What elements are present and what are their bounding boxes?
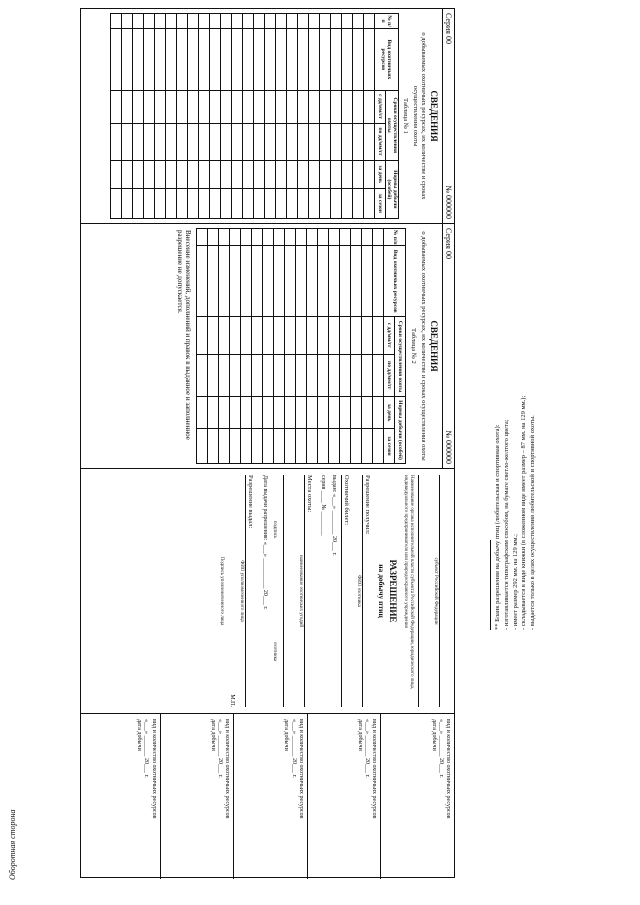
places-line[interactable]: Места охоты: — [304, 475, 313, 707]
hunter-caption: охотника — [271, 641, 277, 662]
col-normy: Нормы добычи (особей) — [385, 160, 398, 218]
col-po: по дд/мм/гг — [374, 123, 385, 160]
svedenia-title: СВЕДЕНИЯ — [429, 320, 439, 372]
coupon-date-label: дата добычи — [357, 719, 364, 751]
ticket-line[interactable]: Охотничий билет: — [341, 475, 350, 707]
col-za-sezon: за сезон — [374, 188, 385, 218]
table-number: Таблица № 1 — [402, 98, 410, 134]
org-caption: Наименование органа исполнительной власти субъекта Российской Федерации, юридического лица, индивидуального предпринимателя или природоохранного учреждения — [403, 475, 414, 690]
table-row — [352, 14, 363, 219]
issued-by-line[interactable]: Разрешение выдал: — [245, 475, 254, 707]
coupon-vid: вид и количество охотничьих ресурсов — [371, 719, 378, 819]
footnote: - складывается в виде книжки (в сложенном виде имеет размер – 87 мм. на 129 мм.); — [520, 395, 528, 630]
col-vid: Вид охотничьих ресурсов — [374, 29, 398, 91]
table-row — [285, 229, 296, 464]
coupon[interactable] — [307, 714, 381, 879]
panel-coupons — [81, 714, 454, 879]
permit-form — [80, 8, 455, 878]
table-row — [286, 14, 297, 219]
table-row — [296, 229, 307, 464]
svedenia-table — [110, 13, 399, 219]
coupon-vid: вид и количество охотничьих ресурсов — [297, 719, 304, 819]
col-sroki: Сроки осуществления охоты — [385, 90, 398, 160]
panel-svedenia-1 — [81, 9, 454, 224]
series: Серия 00 — [444, 228, 453, 259]
table-row — [242, 14, 253, 219]
coupon-date: «___» _______ 20___ г. — [217, 719, 224, 778]
table-row — [307, 229, 318, 464]
table-row — [198, 14, 209, 219]
table-row — [176, 14, 187, 219]
table-row — [274, 229, 285, 464]
col-no: № п/п — [384, 229, 406, 246]
coupon-date: «___» _______ 20___ г. — [364, 719, 371, 778]
col-no: № п/п — [374, 14, 398, 29]
places-line-2[interactable] — [283, 475, 292, 707]
subject-line — [439, 475, 448, 707]
coupon-date-label: дата добычи — [283, 719, 290, 751]
changes-note: Внесение изменений, дополнений и правок в выданное и заполненное разрешение не допускается. — [176, 230, 193, 440]
permit-subtitle: на добычу птиц — [377, 564, 386, 618]
svedenia-title: СВЕДЕНИЯ — [429, 90, 439, 142]
page-label: Оборотная сторона — [8, 809, 17, 880]
coupon[interactable] — [160, 714, 234, 879]
table-row — [319, 14, 330, 219]
fio-auth-caption: ФИО уполномоченного лица — [239, 560, 245, 622]
coupon[interactable] — [233, 714, 307, 879]
coupon-date-label: дата добычи — [430, 719, 437, 751]
table-row — [341, 14, 352, 219]
svedenia-sub: о добываемых охотничьих ресурсах, их количестве и сроках осуществления охоты — [412, 32, 427, 200]
table-row — [110, 14, 121, 219]
coupon-date: «___» _______ 20___ г. — [143, 719, 150, 778]
series: Серия 00 — [444, 13, 453, 44]
table-row — [263, 229, 274, 464]
table-row — [264, 14, 275, 219]
table-row — [121, 14, 132, 219]
fio-caption: ФИО охотника — [356, 575, 361, 607]
table-row — [363, 14, 374, 219]
table-row — [241, 229, 252, 464]
col-po: по дд/мм/гг — [384, 354, 395, 397]
table-row — [297, 14, 308, 219]
coupon-vid: вид и количество охотничьих ресурсов — [224, 719, 231, 819]
table-row — [208, 229, 219, 464]
table-row — [275, 14, 286, 219]
coupon[interactable] — [86, 714, 160, 879]
table-row — [252, 229, 263, 464]
col-sroki: Сроки осуществления охоты — [395, 317, 406, 397]
date-issue-line[interactable]: Дата выдачи разрешения: «___» __________ 20___ г. — [261, 475, 268, 610]
footnote: ** Бланк разрешения на добычу птиц (любительская и спортивная охота): — [494, 424, 501, 630]
coupon-date-label: дата добычи — [136, 719, 143, 751]
table-row — [318, 229, 329, 464]
coupon-date: «___» _______ 20___ г. — [290, 719, 297, 778]
table-row — [351, 229, 362, 464]
table-row — [373, 229, 384, 464]
col-s: с дд/мм/гг — [384, 317, 395, 355]
col-normy: Нормы добычи (особей) — [395, 397, 406, 464]
coupon[interactable] — [380, 714, 454, 879]
table-row — [220, 14, 231, 219]
permit-title: РАЗРЕШЕНИЕ — [388, 559, 398, 623]
coupon-vid: вид и количество охотничьих ресурсов — [150, 719, 157, 819]
col-vid: Вид охотничьих ресурсов — [384, 246, 406, 317]
sign-caption: подпись — [271, 520, 277, 539]
places-caption: наименование охотничьих угодий — [297, 554, 303, 628]
mp: М.П. — [229, 694, 236, 707]
table-row — [340, 229, 351, 464]
table-row — [253, 14, 264, 219]
col-s: с дд/мм/гг — [374, 90, 385, 123]
table-row — [197, 229, 208, 464]
col-za-den: за день — [374, 160, 385, 188]
panel-permit — [81, 469, 454, 714]
org-line — [418, 475, 427, 707]
coupon-vid: вид и количество охотничьих ресурсов — [445, 719, 451, 819]
coupon-date: «___» _______ 20___ г. — [437, 719, 444, 778]
table-row — [231, 14, 242, 219]
table-row — [143, 14, 154, 219]
received-line[interactable]: Разрешение получил: — [362, 475, 371, 707]
number: № 000000 — [444, 430, 453, 464]
table-row — [330, 14, 341, 219]
panel-svedenia-2 — [81, 224, 454, 469]
seria-line[interactable]: серия ____ № ________ — [319, 475, 326, 536]
footnote: - имеет размер 292 мм. на 129 мм.; — [511, 534, 519, 630]
svedenia-table — [196, 228, 406, 464]
coupon-date-label: дата добычи — [209, 719, 216, 751]
table-row — [219, 229, 230, 464]
subject-caption: субъект Российской Федерации — [433, 557, 438, 625]
footnotes — [490, 370, 620, 630]
table-row — [209, 14, 220, 219]
col-za-den: за день — [384, 397, 395, 429]
footnote: - выдается только в целях осуществления любительской и спортивной охоты. — [529, 415, 537, 630]
table-row — [230, 229, 241, 464]
svedenia-sub: о добываемых охотничьих ресурсах, их количестве и сроках осуществления охоты — [420, 231, 427, 461]
issued-line[interactable]: выдан: «___» ________ 20___ г. — [331, 475, 337, 556]
sign-auth-caption: Подпись уполномоченного лица — [219, 556, 225, 626]
table-row — [308, 14, 319, 219]
number: № 000000 — [444, 185, 453, 219]
table-row — [187, 14, 198, 219]
table-row — [362, 229, 373, 464]
table-row — [165, 14, 176, 219]
table-number: Таблица № 2 — [410, 328, 418, 364]
table-row — [132, 14, 143, 219]
table-row — [154, 14, 165, 219]
footnote: - изготавливается типографским способом, на бумаге светло-желтого цвета; — [502, 419, 510, 630]
col-za-sezon: за сезон — [384, 429, 395, 464]
table-row — [329, 229, 340, 464]
